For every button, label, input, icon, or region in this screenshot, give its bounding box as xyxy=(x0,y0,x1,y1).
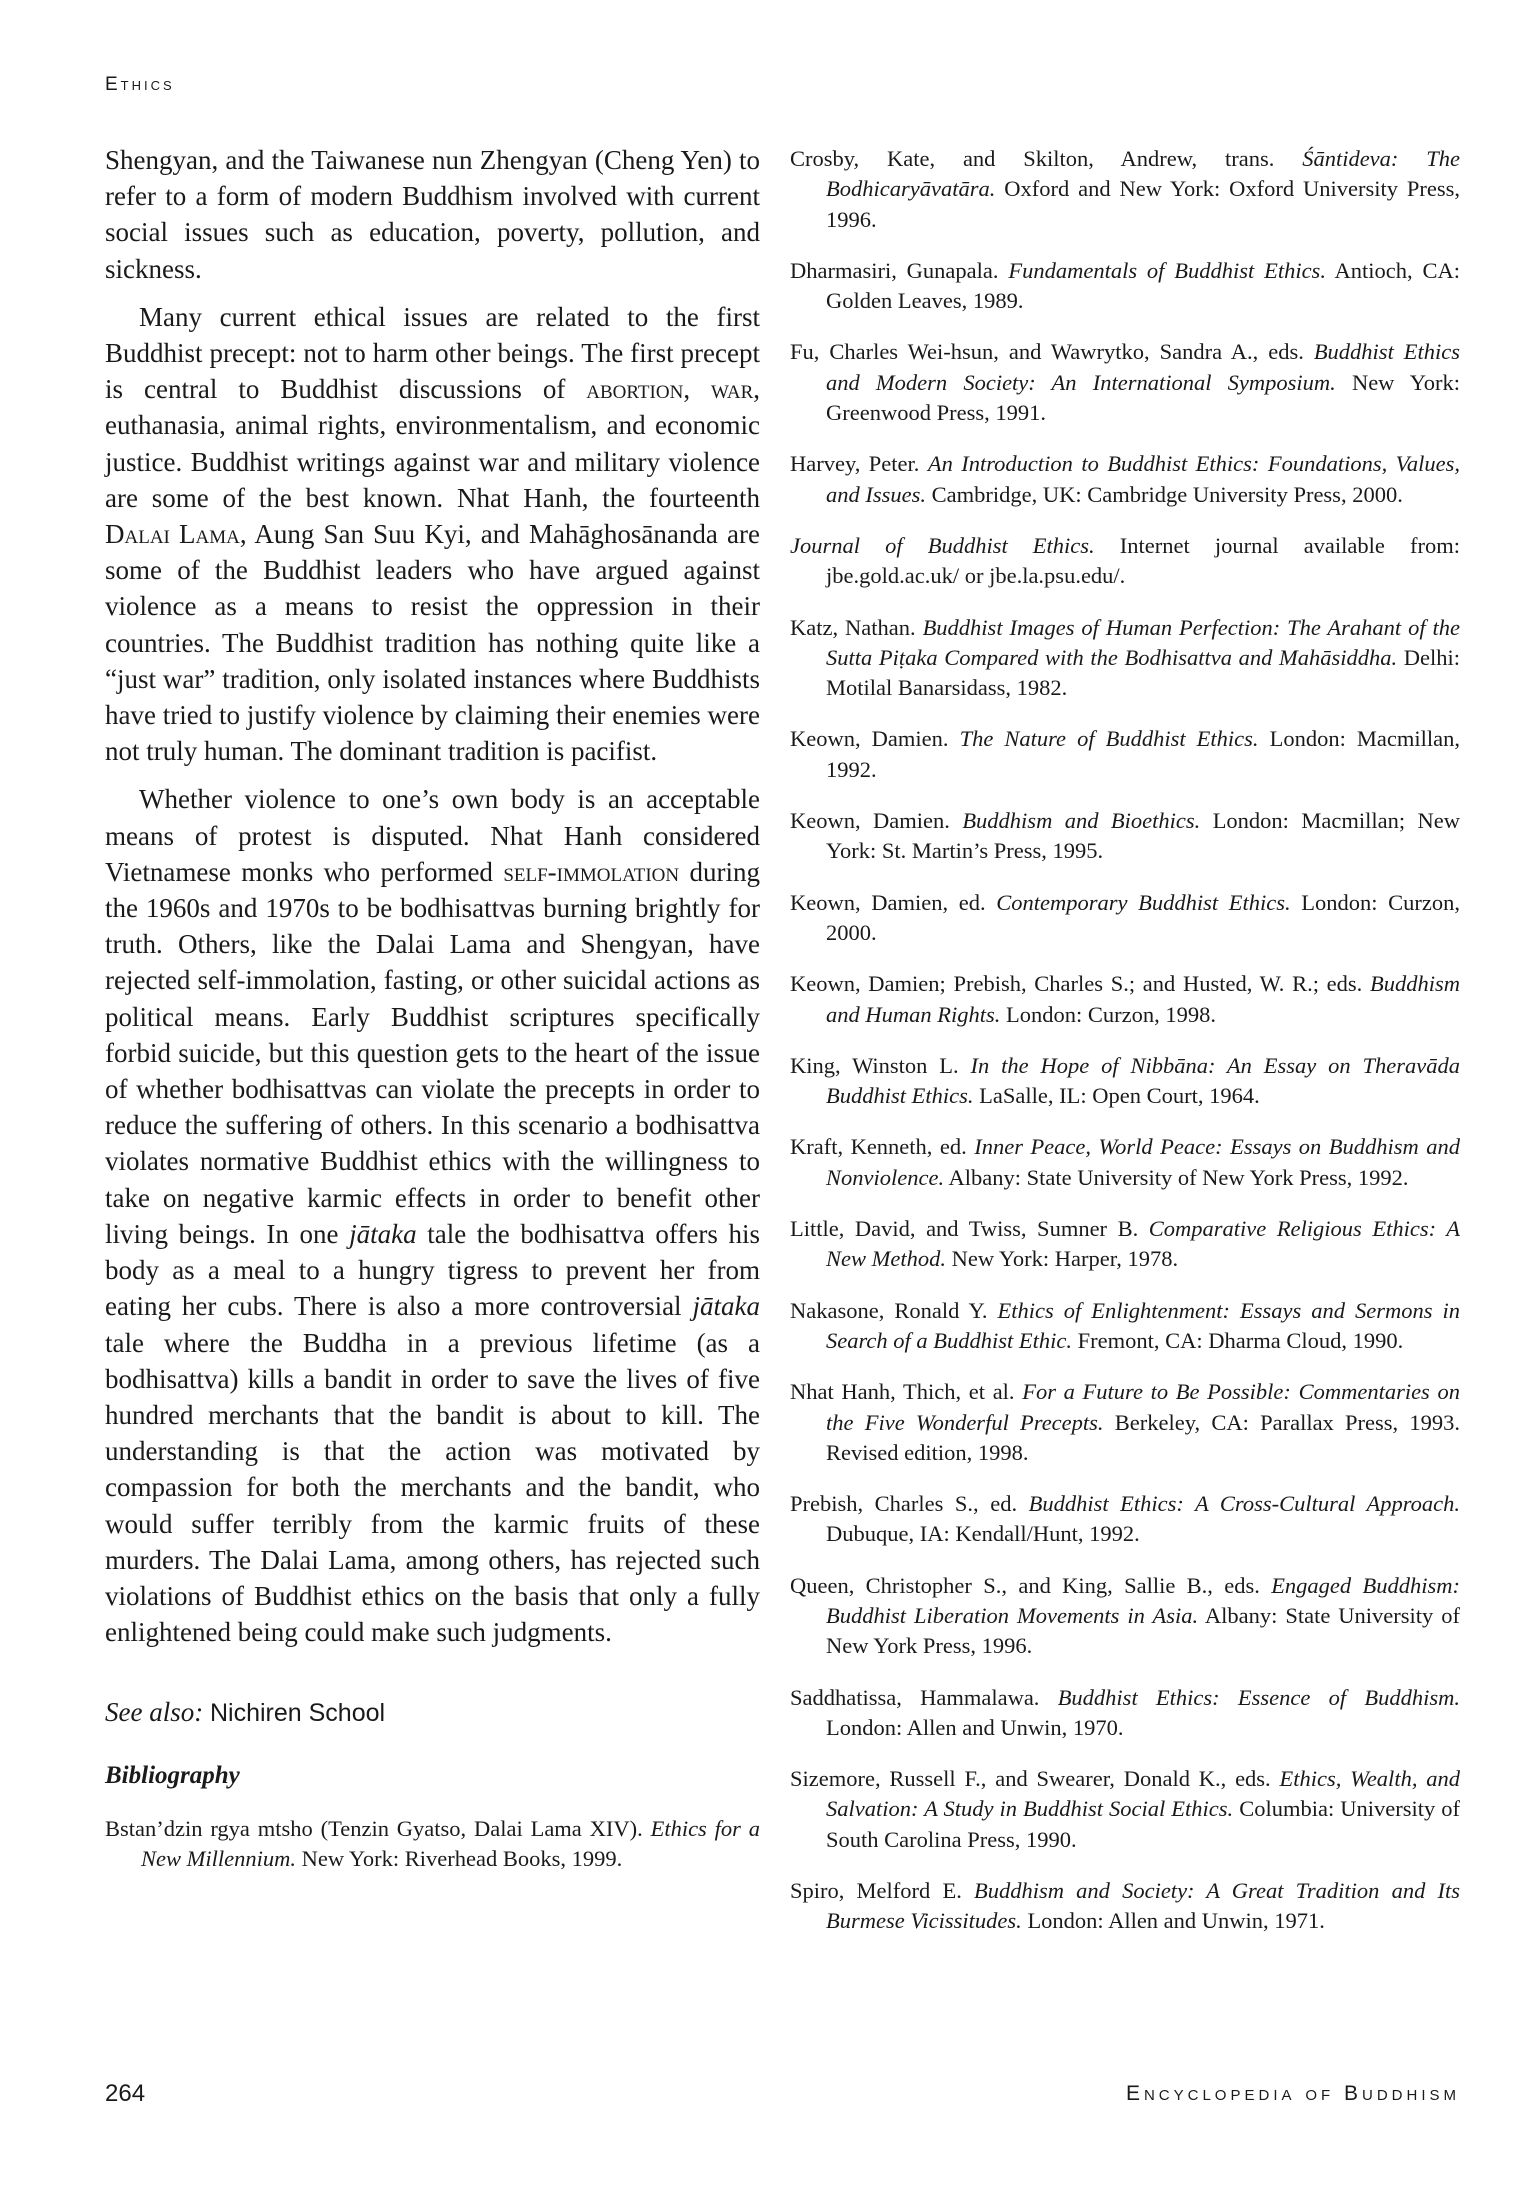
text-segment: tale where the Buddha in a previous lifetime (as a bodhisattva) kills a bandit in order to save the lives of five hundred merchants that the bandit is about to kill. The understanding is that the action was motivated by compassion for both the merchants and the bandit, who would suffer terribly from the karmic fruits of these murders. The Dalai Lama, among others, has rejected such violations of Buddhist ethics on the basis that only a fully enlightened being could make such judgments. xyxy=(105,1327,760,1648)
article-body xyxy=(105,142,760,1650)
italic-text: Śāntideva: The Bodhicaryāvatāra. xyxy=(826,146,1460,202)
right-column xyxy=(790,144,1460,1958)
bibliography-entry xyxy=(105,1814,760,1875)
italic-text: Buddhism and Human Rights. xyxy=(826,971,1460,1027)
text-segment: Keown, Damien. xyxy=(790,726,960,752)
text-segment: Albany: State University of New York Press, 1996. xyxy=(826,1602,1460,1659)
see-also xyxy=(105,1694,760,1731)
text-segment: Prebish, Charles S., ed. xyxy=(790,1491,1029,1517)
bibliography-entry xyxy=(790,337,1460,428)
italic-text: Buddhism and Bioethics. xyxy=(962,808,1201,834)
running-head: Ethics xyxy=(105,74,175,95)
text-segment: , xyxy=(683,374,712,405)
text-segment: , euthanasia, animal rights, environmentalism, and economic justice. Buddhist writings against war and military violence are some of the best known. Nhat Hanh, the fourteenth xyxy=(105,374,761,513)
text-segment: Keown, Damien. xyxy=(790,808,963,834)
italic-text: Ethics for a New Millennium. xyxy=(141,1815,760,1872)
body-paragraph xyxy=(105,781,760,1650)
text-segment: Saddhatissa, Hammalawa. xyxy=(790,1684,1058,1710)
text-segment: Dubuque, IA: Kendall/Hunt, 1992. xyxy=(826,1521,1140,1547)
bibliography-entry xyxy=(790,1571,1460,1662)
italic-text: jātaka xyxy=(692,1291,760,1322)
body-paragraph xyxy=(105,299,760,770)
body-paragraph xyxy=(105,142,760,287)
bibliography-entry xyxy=(790,1132,1460,1193)
text-segment: Many current ethical issues are related to the first Buddhist precept: not to harm other beings. The first precept is central to Buddhist discussions of xyxy=(105,301,760,405)
text-segment: Little, David, and Twiss, Sumner B. xyxy=(790,1216,1149,1242)
text-segment: Fu, Charles Wei-hsun, and Wawrytko, Sandra A., eds. xyxy=(790,339,1314,365)
bibliography-entry xyxy=(790,969,1460,1030)
text-segment: Bstan’dzin rgya mtsho (Tenzin Gyatso, Dalai Lama XIV). xyxy=(105,1815,651,1841)
text-segment: Oxford and New York: Oxford University Press, 1996. xyxy=(826,176,1460,232)
text-segment: Keown, Damien, ed. xyxy=(790,889,997,915)
text-segment: New York: Greenwood Press, 1991. xyxy=(826,369,1461,426)
bibliography-entry xyxy=(790,613,1460,704)
italic-text: Ethics of Enlightenment: Essays and Sermons in Search of a Buddhist Ethic. xyxy=(826,1297,1460,1353)
italic-text: Fundamentals of Buddhist Ethics. xyxy=(1008,257,1326,283)
text-segment: Keown, Damien; Prebish, Charles S.; and Husted, W. R.; eds. xyxy=(790,971,1370,997)
cross-reference: self-immolation xyxy=(503,856,680,887)
italic-text: Engaged Buddhism: Buddhist Liberation Movements in Asia. xyxy=(826,1572,1460,1628)
bibliography-entry xyxy=(790,1876,1460,1937)
bibliography-heading: Bibliography xyxy=(105,1761,240,1789)
see-also-reference: Nichiren School xyxy=(209,1699,386,1728)
text-segment: Albany: State University of New York Press, 1992. xyxy=(944,1164,1409,1190)
text-segment: Delhi: Motilal Banarsidass, 1982. xyxy=(826,644,1460,701)
text-segment: London: Macmillan; New York: St. Martin’s Press, 1995. xyxy=(826,808,1460,864)
italic-text: Buddhist Ethics: A Cross-Cultural Approach. xyxy=(1028,1491,1460,1517)
italic-text: Contemporary Buddhist Ethics. xyxy=(996,889,1291,915)
text-segment: Fremont, CA: Dharma Cloud, 1990. xyxy=(1072,1327,1404,1353)
bibliography-entry xyxy=(790,1051,1460,1112)
italic-text: Comparative Religious Ethics: A New Method. xyxy=(826,1216,1460,1272)
bibliography-entry xyxy=(790,256,1460,317)
text-segment: Nakasone, Ronald Y. xyxy=(790,1297,998,1323)
italic-text: An Introduction to Buddhist Ethics: Foundations, Values, and Issues. xyxy=(826,451,1460,507)
text-segment: New York: Riverhead Books, 1999. xyxy=(295,1846,623,1872)
bibliography-entry xyxy=(790,1377,1460,1468)
bibliography-list-left xyxy=(105,1814,760,1875)
text-segment: Antioch, CA: Golden Leaves, 1989. xyxy=(826,257,1460,314)
italic-text: jātaka xyxy=(349,1218,417,1249)
text-segment: London: Macmillan, 1992. xyxy=(826,726,1460,782)
bibliography-entry xyxy=(790,1683,1460,1744)
text-segment: Columbia: University of South Carolina Press, 1990. xyxy=(826,1796,1461,1852)
text-segment: tale the bodhisattva offers his body as a meal to a hungry tigress to prevent her from eating her cubs. There is also a more controversial xyxy=(105,1218,760,1322)
cross-reference: war xyxy=(711,374,754,405)
text-segment: Spiro, Melford E. xyxy=(790,1878,974,1904)
text-segment: London: Curzon, 1998. xyxy=(1000,1001,1216,1027)
bibliography-entry xyxy=(790,1214,1460,1275)
cross-reference: abortion xyxy=(586,374,684,405)
italic-text: The Nature of Buddhist Ethics. xyxy=(959,726,1259,752)
text-segment: Cambridge, UK: Cambridge University Press, 2000. xyxy=(926,481,1403,507)
bibliography-list-right xyxy=(790,144,1460,1937)
text-segment: New York: Harper, 1978. xyxy=(945,1246,1179,1272)
text-segment: London: Allen and Unwin, 1970. xyxy=(826,1714,1124,1740)
bibliography-entry xyxy=(790,1764,1460,1855)
text-segment: LaSalle, IL: Open Court, 1964. xyxy=(973,1083,1260,1109)
italic-text: Buddhist Images of Human Perfection: The Arahant of the Sutta Piṭaka Compared with the Bodhisattva and Mahāsiddha. xyxy=(826,614,1461,670)
text-segment: Berkeley, CA: Parallax Press, 1993. Revised edition, 1998. xyxy=(826,1409,1460,1465)
bibliography-entry xyxy=(790,449,1460,510)
bibliography-entry xyxy=(790,888,1460,949)
bibliography-entry xyxy=(790,806,1460,867)
text-segment: London: Curzon, 2000. xyxy=(826,889,1461,945)
text-segment: Shengyan, and the Taiwanese nun Zhengyan (Cheng Yen) to refer to a form of modern Buddhism involved with current social issues such as education, poverty, pollution, and sickness. xyxy=(105,145,760,284)
text-segment: during the 1960s and 1970s to be bodhisattvas burning brightly for truth. Others, like the Dalai Lama and Shengyan, have rejected self-immolation, fasting, or other suicidal actions as political means. Early Buddhist scriptures specifically forbid suicide, but this question gets to the heart of the issue of whether bodhisattvas can violate the precepts in order to reduce the suffering of others. In this scenario a bodhisattva violates normative Buddhist ethics with the willingness to take on negative karmic effects in order to benefit other living beings. In one xyxy=(105,856,760,1249)
italic-text: Buddhist Ethics: Essence of Buddhism. xyxy=(1057,1684,1461,1710)
text-segment: Queen, Christopher S., and King, Sallie B., eds. xyxy=(790,1572,1272,1598)
cross-reference: Dalai Lama xyxy=(105,519,240,550)
bibliography-entry xyxy=(790,724,1460,785)
text-segment: Crosby, Kate, and Skilton, Andrew, trans. xyxy=(790,146,1303,171)
italic-text: Buddhist Ethics and Modern Society: An International Symposium. xyxy=(826,339,1461,395)
bibliography-entry xyxy=(790,144,1460,235)
bibliography-entry xyxy=(790,1489,1460,1550)
see-also-label: See also: xyxy=(105,1697,204,1728)
italic-text: Journal of Buddhist Ethics. xyxy=(790,532,1095,558)
book-title: Encyclopedia of Buddhism xyxy=(1125,2082,1460,2105)
text-segment: Internet journal available from: jbe.gold.ac.uk/ or jbe.la.psu.edu/. xyxy=(826,532,1460,589)
text-segment: London: Allen and Unwin, 1971. xyxy=(1021,1908,1325,1934)
bibliography-entry xyxy=(790,1296,1460,1357)
text-segment: , Aung San Suu Kyi, and Mahāghosānanda are some of the Buddhist leaders who have argued against violence as a means to resist the oppression in their countries. The Buddhist tradition has nothing quite like a “just war” tradition, only isolated instances where Buddhists have tried to justify violence by claiming their enemies were not truly human. The dominant tradition is pacifist. xyxy=(105,519,761,767)
text-segment: Dharmasiri, Gunapala. xyxy=(790,257,1009,283)
text-segment: King, Winston L. xyxy=(790,1052,971,1078)
page-number: 264 xyxy=(105,2080,146,2107)
italic-text: Ethics, Wealth, and Salvation: A Study in Buddhist Social Ethics. xyxy=(826,1766,1460,1822)
bibliography-entry xyxy=(790,531,1460,592)
text-segment: Kraft, Kenneth, ed. xyxy=(790,1134,975,1160)
italic-text: Buddhism and Society: A Great Tradition and Its Burmese Vicissitudes. xyxy=(826,1878,1461,1934)
text-segment: Katz, Nathan. xyxy=(790,614,923,640)
italic-text: Inner Peace, World Peace: Essays on Buddhism and Nonviolence. xyxy=(826,1134,1460,1190)
italic-text: In the Hope of Nibbāna: An Essay on Theravāda Buddhist Ethics. xyxy=(826,1052,1460,1109)
text-segment: Harvey, Peter. xyxy=(790,451,928,477)
text-segment: Nhat Hanh, Thich, et al. xyxy=(790,1379,1023,1405)
left-column xyxy=(105,142,760,1895)
italic-text: For a Future to Be Possible: Commentaries on the Five Wonderful Precepts. xyxy=(826,1379,1460,1435)
text-segment: Sizemore, Russell F., and Swearer, Donald K., eds. xyxy=(790,1766,1280,1792)
text-segment: Whether violence to one’s own body is an acceptable means of protest is disputed. Nhat Hanh considered Vietnamese monks who performed xyxy=(105,784,760,887)
